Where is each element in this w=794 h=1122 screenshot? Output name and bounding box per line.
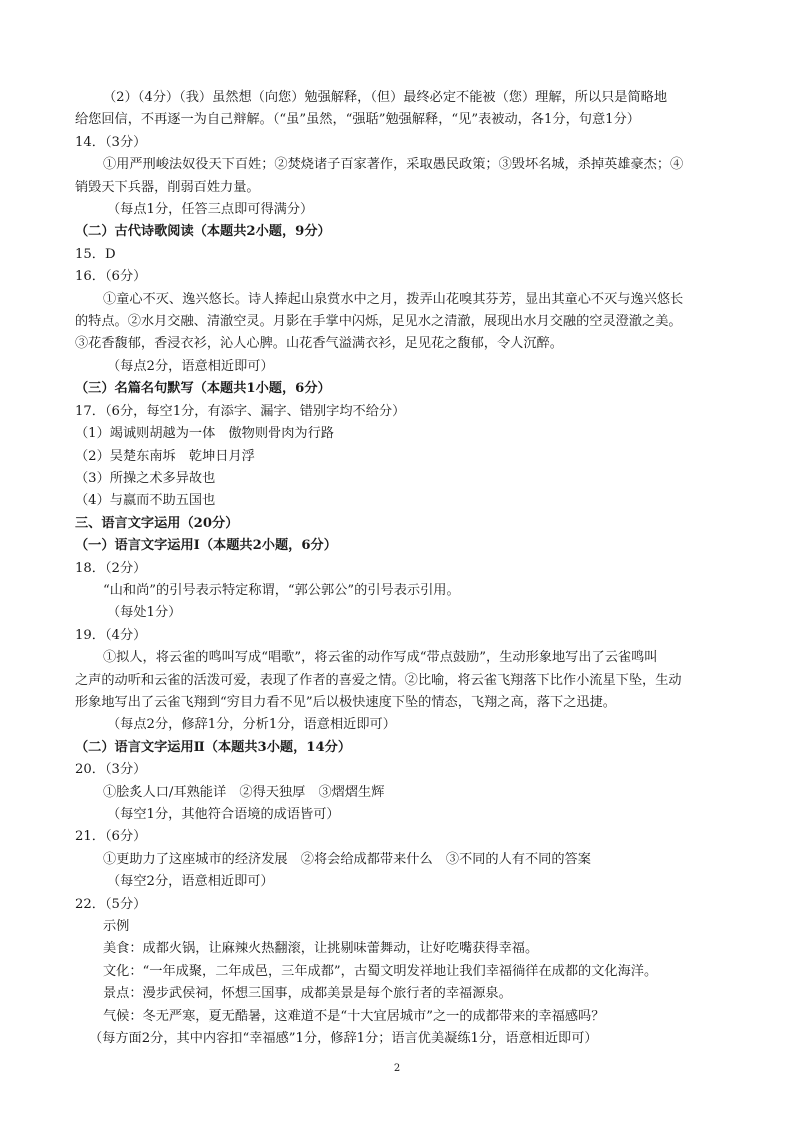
- q20-header: 20．（3分）: [75, 762, 147, 778]
- q13-2-answer-line-2: 给您回信，不再逐一为自己辩解。（“虽”虽然，“强聒”勉强解释，“见”表被动，各1分，句意1分）: [75, 112, 640, 128]
- page-number: 2: [393, 1063, 401, 1074]
- q20-answer-line-1: ①脍炙人口/耳熟能详 ②得天独厚 ③熠熠生辉: [103, 784, 385, 800]
- subsection-language-use-1-title: （一）语言文字运用Ⅰ（本题共2小题，6分）: [75, 538, 337, 554]
- q14-answer-line-2: 销毁天下兵器，削弱百姓力量。: [75, 179, 260, 195]
- q17-answer-3: （3）所操之术多异故也: [75, 470, 216, 486]
- section-famous-quotes-title: （三）名篇名句默写（本题共1小题，6分）: [75, 381, 331, 397]
- q22-culture: 文化：“一年成聚，二年成邑，三年成都”，古蜀文明发祥地让我们幸福徜徉在成都的文化海洋。: [103, 963, 658, 979]
- q16-answer-line-2: 的特点。②水月交融、清澈空灵。月影在手掌中闪烁，足见水之清澈，展现出水月交融的空灵澄澈之美。: [75, 314, 682, 330]
- q14-header: 14．（3分）: [75, 134, 147, 150]
- q19-answer-line-3: 形象地写出了云雀飞翔到“穷目力看不见”后以极快速度下坠的情态，飞翔之高，落下之迅捷。: [75, 694, 616, 710]
- part-language-use-title: 三、语言文字运用（20分）: [75, 515, 239, 531]
- q22-scoring-note: （每方面2分，其中内容扣“幸福感”1分，修辞1分；语言优美凝练1分，语意相近即可）: [89, 1031, 598, 1047]
- q19-answer-line-1: ①拟人，将云雀的鸣叫写成“唱歌”，将云雀的动作写成“带点鼓励”，生动形象地写出了云雀鸣叫: [103, 650, 658, 666]
- q14-scoring-note: （每点1分，任答三点即可得满分）: [107, 202, 314, 218]
- q20-scoring-note: （每空1分，其他符合语境的成语皆可）: [107, 807, 340, 822]
- answer-content: [75, 87, 735, 1050]
- q22-climate: 气候：冬无严寒，夏无酷暑，这难道不是“十大宜居城市”之一的成都带来的幸福感吗？: [103, 1008, 605, 1024]
- q14-answer-line-1: ①用严刑峻法奴役天下百姓；②焚烧诸子百家著作，采取愚民政策；③毁坏名城，杀掉英雄豪杰；④: [103, 157, 684, 173]
- q17-answer-2: （2）吴楚东南坼 乾坤日月浮: [75, 448, 255, 464]
- q18-scoring-note: （每处1分）: [107, 605, 182, 621]
- q21-answer-line-1: ①更助力了这座城市的经济发展 ②将会给成都带来什么 ③不同的人有不同的答案: [103, 851, 591, 867]
- q19-scoring-note: （每点2分，修辞1分，分析1分，语意相近即可）: [107, 717, 396, 733]
- q17-header: 17．（6分，每空1分，有添字、漏字、错别字均不给分）: [75, 403, 406, 419]
- q19-answer-line-2: 之声的动听和云雀的活泼可爱，表现了作者的喜爱之情。②比喻，将云雀飞翔落下比作小流星下坠，生动: [75, 672, 682, 688]
- subsection-language-use-2-title: （二）语言文字运用Ⅱ（本题共3小题，14分）: [75, 739, 352, 755]
- q21-header: 21．（6分）: [75, 829, 147, 845]
- q22-food: 美食：成都火锅，让麻辣火热翻滚，让挑剔味蕾舞动，让好吃嘴获得幸福。: [103, 941, 539, 957]
- q16-scoring-note: （每点2分，语意相近即可）: [107, 358, 274, 374]
- q17-answer-4: （4）与嬴而不助五国也: [75, 493, 216, 509]
- q22-scenery: 景点：漫步武侯祠，怀想三国事，成都美景是每个旅行者的幸福源泉。: [103, 986, 512, 1002]
- q16-answer-line-1: ①童心不灭、逸兴悠长。诗人捧起山泉赏水中之月，拨弄山花嗅其芬芳，显出其童心不灭与逸兴悠长: [103, 291, 684, 307]
- q16-answer-line-3: ③花香馥郁，香浸衣衫，沁人心脾。山花香气溢满衣衫，足见花之馥郁，令人沉醉。: [75, 336, 563, 352]
- q19-header: 19．（4分）: [75, 627, 147, 643]
- q16-header: 16．（6分）: [75, 269, 147, 285]
- q22-header: 22．（5分）: [75, 896, 147, 912]
- q13-2-answer-line-1: （2）（4分）（我）虽然想（向您）勉强解释，（但）最终必定不能被（您）理解，所以只是简略地: [103, 90, 668, 105]
- q18-answer-line-1: “山和尚”的引号表示特定称谓，“郭公郭公”的引号表示引用。: [103, 582, 460, 598]
- q21-scoring-note: （每空2分，语意相近即可）: [107, 874, 274, 890]
- q22-example-label: 示例: [103, 919, 130, 935]
- q15-answer: 15．D: [75, 246, 116, 262]
- q17-answer-1: （1）竭诚则胡越为一体 傲物则骨肉为行路: [75, 426, 334, 442]
- section-ancient-poetry-title: （二）古代诗歌阅读（本题共2小题，9分）: [75, 224, 331, 240]
- q18-header: 18．（2分）: [75, 560, 147, 576]
